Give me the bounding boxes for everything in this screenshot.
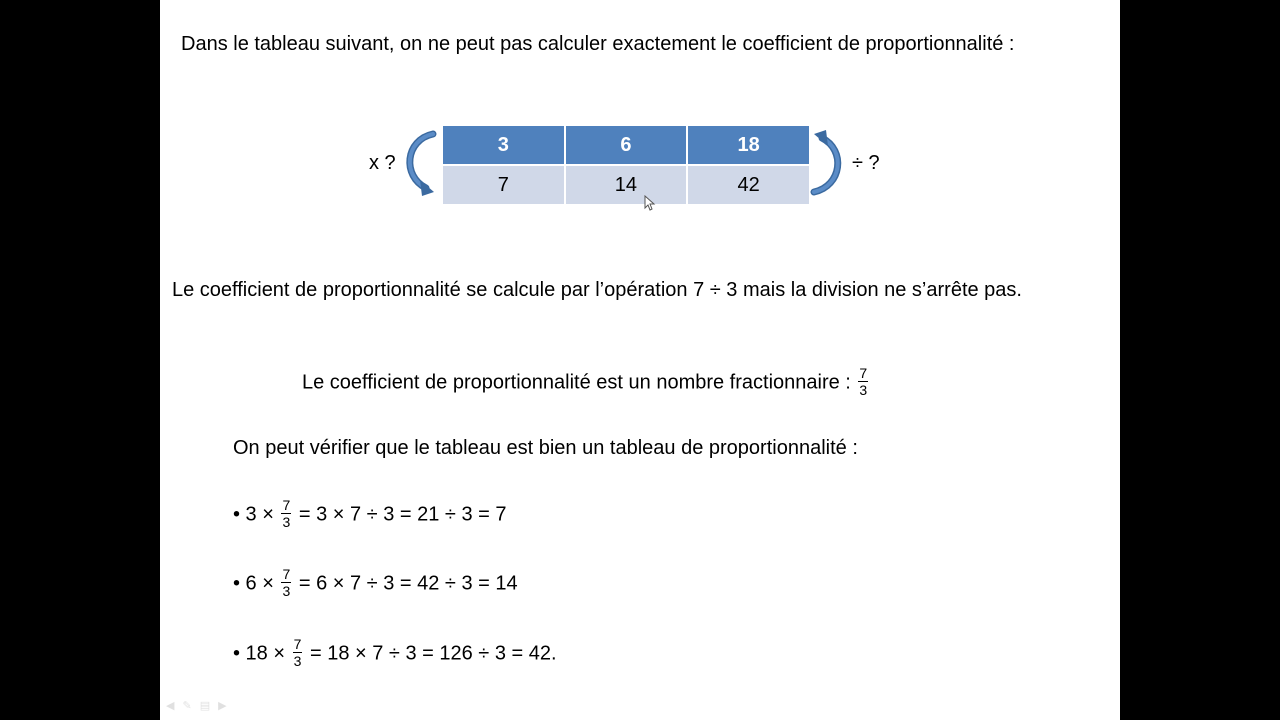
fraction [281,567,291,599]
fraction [858,366,868,398]
list-item [233,638,557,670]
fraction-denominator: 3 [293,653,302,669]
fraction-numerator: 7 [282,566,291,582]
slide [160,0,1120,720]
table-cell: 7 [443,166,566,204]
mouse-cursor-icon [644,195,656,211]
table-cell: 42 [688,166,809,204]
coefficient-text: Le coefficient de proportionnalité est un nombre fractionnaire : [302,371,851,394]
fraction [281,498,291,530]
fraction [293,637,303,669]
slideshow-nav[interactable] [166,699,227,712]
verification-intro: On peut vérifier que le tableau est bien un tableau de proportionnalité : [233,437,858,459]
fraction-denominator: 3 [282,514,291,530]
table-body-row [443,166,809,204]
list-item [233,568,518,600]
division-explanation: Le coefficient de proportionnalité se calcule par l’opération 7 ÷ 3 mais la division ne s’arrête pas. [172,279,1022,301]
table-cell: 14 [566,166,689,204]
coefficient-statement [302,367,870,399]
fraction-numerator: 7 [293,636,302,652]
next-slide-icon[interactable]: ▶ [218,700,227,712]
bullet-suffix: = 18 × 7 ÷ 3 = 126 ÷ 3 = 42. [309,642,557,665]
bullet-prefix: • 18 × [233,642,286,665]
list-item [233,499,507,531]
bullet-prefix: • 3 × [233,503,274,526]
bullet-prefix: • 6 × [233,572,274,595]
intro-text: Dans le tableau suivant, on ne peut pas calculer exactement le coefficient de proportionnalité : [181,33,1015,55]
bullet-suffix: = 3 × 7 ÷ 3 = 21 ÷ 3 = 7 [298,503,507,526]
divide-label: ÷ ? [852,152,880,174]
pen-icon[interactable]: ✎ [182,700,192,712]
curved-arrow-left-icon [400,128,440,198]
prev-slide-icon[interactable]: ◀ [166,700,175,712]
bullet-suffix: = 6 × 7 ÷ 3 = 42 ÷ 3 = 14 [298,572,518,595]
fraction-denominator: 3 [859,382,868,398]
table-header-row [443,126,809,166]
curved-arrow-right-icon [808,128,848,198]
menu-icon[interactable]: ▤ [199,700,211,712]
fraction-numerator: 7 [859,365,868,381]
table-cell: 6 [566,126,689,166]
table-cell: 18 [688,126,809,166]
proportion-table [443,126,809,204]
fraction-numerator: 7 [282,497,291,513]
table-cell: 3 [443,126,566,166]
multiply-label: x ? [369,152,396,174]
fraction-denominator: 3 [282,583,291,599]
